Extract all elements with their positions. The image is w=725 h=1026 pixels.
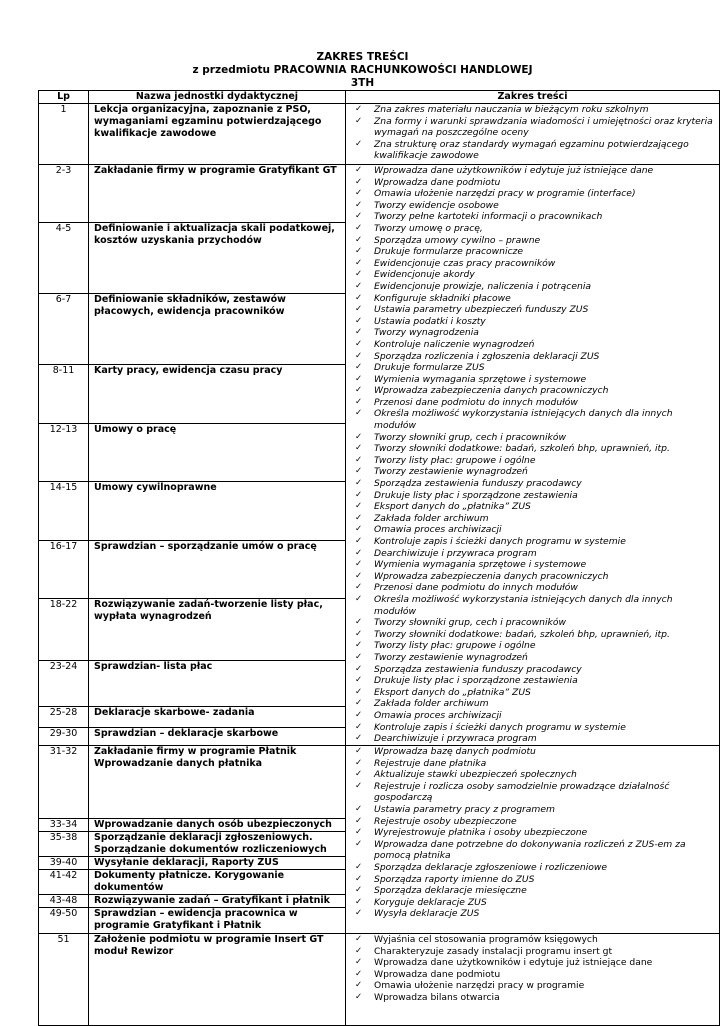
list-item-text: Ewidencjonuje czas pracy pracowników [374, 257, 556, 269]
list-item [346, 781, 719, 804]
list-item [346, 408, 719, 431]
list-item [346, 934, 719, 946]
header-zakres: Zakres treści [346, 91, 720, 104]
checkmark-icon: ✓ [355, 396, 363, 407]
list-item-text: Wprowadza dane potrzebne do dokonywania rozliczeń z ZUS-em za pomocą płatnika [374, 838, 686, 862]
checkmark-icon: ✓ [355, 257, 363, 268]
checkmark-icon: ✓ [355, 512, 363, 523]
list-item-text: Tworzy słowniki dodatkowe: badań, szkoleń bhp, uprawnień, itp. [374, 628, 670, 640]
lesson-name: Lekcja organizacyjna, zapoznanie z PSO, wymaganiami egzaminu potwierdzającego kwalifikacje zawodowe [89, 104, 346, 165]
checkmark-icon: ✓ [355, 524, 363, 535]
table-row [39, 104, 720, 165]
checkmark-icon: ✓ [355, 617, 363, 628]
content-cell [346, 165, 720, 746]
list-item-text: Wprowadza dane podmiotu [374, 176, 501, 188]
checkmark-icon: ✓ [355, 838, 363, 849]
list-item-text: Zna zakres materiału nauczania w bieżącym roku szkolnym [374, 104, 649, 115]
lesson-number: 12-13 [39, 424, 89, 482]
content-cell [346, 746, 720, 934]
checkmark-icon: ✓ [355, 222, 363, 233]
list-item-text: Wymienia wymagania sprzętowe i systemowe [374, 559, 587, 571]
list-item-text: Tworzy zestawienie wynagrodzeń [374, 651, 528, 663]
list-item-text: Rejestruje osoby ubezpieczone [374, 815, 517, 827]
checkmark-icon: ✓ [355, 663, 363, 674]
checkmark-icon: ✓ [355, 934, 363, 944]
checkmark-icon: ✓ [355, 501, 363, 512]
lesson-number: 31-32 [39, 746, 89, 819]
lesson-number: 14-15 [39, 482, 89, 541]
checkmark-icon: ✓ [355, 757, 363, 768]
list-item-text: Zakłada folder archiwum [374, 512, 489, 524]
list-item-text: Drukuje listy płac i sporządzone zestawienia [374, 489, 578, 501]
checkmark-icon: ✓ [355, 115, 363, 126]
list-item-text: Kontroluje naliczenie wynagrodzeń [374, 338, 535, 350]
checkmark-icon: ✓ [355, 698, 363, 709]
list-item-text: Wprowadza zabezpieczenia danych pracowniczych [374, 570, 609, 582]
list-item-text: Wprowadza bilans otwarcia [374, 991, 500, 1003]
checkmark-icon: ✓ [355, 570, 363, 581]
list-item [346, 374, 719, 386]
checkmark-icon: ✓ [355, 385, 363, 396]
list-item [346, 722, 719, 734]
checkmark-icon: ✓ [355, 803, 363, 814]
checkmark-icon: ✓ [355, 559, 363, 570]
list-item-text: Tworzy słowniki grup, cech i pracowników [374, 617, 567, 629]
list-item [346, 594, 719, 617]
list-item [346, 235, 719, 247]
lesson-number: 41-42 [39, 870, 89, 895]
list-item-text: Rejestruje dane płatnika [374, 757, 487, 769]
list-item [346, 675, 719, 687]
list-item-text: Zna formy i warunki sprawdzania wiadomości i umiejętności oraz kryteria wymagań na poszczególne oceny [374, 115, 713, 139]
checkmark-icon: ✓ [355, 489, 363, 500]
list-item [346, 327, 719, 339]
lesson-name: Definiowanie i aktualizacja skali podatkowej, kosztów uzyskania przychodów [89, 223, 346, 294]
checkmark-icon: ✓ [355, 269, 363, 280]
checkmark-icon: ✓ [355, 769, 363, 780]
list-item [346, 617, 719, 629]
list-item [346, 478, 719, 490]
list-item-text: Przenosi dane podmiotu do innych modułów [374, 582, 578, 594]
list-item [346, 223, 719, 235]
list-item [346, 957, 719, 969]
list-item-text: Sporządza umowy cywilno – prawne [374, 234, 541, 246]
list-item-text: Tworzy ewidencje osobowe [374, 199, 499, 211]
list-item-text: Wprowadza bazę danych podmiotu [374, 746, 536, 757]
checkmark-icon: ✓ [355, 431, 363, 442]
lesson-name: Sprawdzian – deklaracje skarbowe [89, 728, 346, 746]
lesson-name: Założenie podmiotu w programie Insert GT moduł Rewizor [89, 934, 346, 1026]
list-item [346, 513, 719, 525]
list-item [346, 548, 719, 560]
checkmark-icon: ✓ [355, 968, 363, 979]
list-item-text: Drukuje listy płac i sporządzone zestawienia [374, 675, 578, 687]
list-item-text: Tworzy słowniki dodatkowe: badań, szkoleń bhp, uprawnień, itp. [374, 443, 670, 455]
lesson-name: Dokumenty płatnicze. Korygowanie dokumentów [89, 870, 346, 895]
list-item [346, 165, 719, 177]
lesson-number: 4-5 [39, 223, 89, 294]
list-item [346, 652, 719, 664]
list-item-text: Zna strukturę oraz standardy wymagań egzaminu potwierdzającego kwalifikacje zawodowe [374, 138, 689, 162]
list-item-text: Tworzy zestawienie wynagrodzeń [374, 466, 528, 478]
list-item [346, 455, 719, 467]
checkmark-icon: ✓ [355, 628, 363, 639]
header-lp: Lp [39, 91, 89, 104]
list-item [346, 687, 719, 699]
checkmark-icon: ✓ [355, 861, 363, 872]
list-item [346, 188, 719, 200]
checkmark-icon: ✓ [355, 651, 363, 662]
lesson-number: 8-11 [39, 365, 89, 424]
lesson-number: 1 [39, 104, 89, 165]
list-item-text: Tworzy wynagrodzenia [374, 327, 479, 339]
checkmark-icon: ✓ [355, 593, 363, 604]
list-item [346, 862, 719, 874]
checkmark-icon: ✓ [355, 536, 363, 546]
lesson-name: Rozwiązywanie zadań-tworzenie listy płac, wypłata wynagrodzeń [89, 599, 346, 661]
list-item-text: Wymienia wymagania sprzętowe i systemowe [374, 373, 587, 385]
header-name: Nazwa jednostki dydaktycznej [89, 91, 346, 104]
lesson-name: Karty pracy, ewidencja czasu pracy [89, 365, 346, 424]
checkmark-icon: ✓ [355, 780, 363, 791]
list-item [346, 908, 719, 920]
table-header-row [39, 91, 720, 104]
document-subtitle: z przedmiotu PRACOWNIA RACHUNKOWOŚCI HANDLOWEJ [192, 64, 533, 76]
content-list [346, 746, 719, 920]
checkmark-icon: ✓ [355, 582, 363, 593]
list-item [346, 362, 719, 374]
content-list [346, 165, 719, 745]
list-item [346, 664, 719, 676]
list-item-text: Tworzy umowę o pracę, [374, 222, 483, 234]
lesson-number: 16-17 [39, 541, 89, 599]
checkmark-icon: ✓ [355, 327, 363, 338]
list-item [346, 385, 719, 397]
list-item [346, 211, 719, 223]
list-item [346, 351, 719, 363]
content-list [346, 104, 719, 162]
list-item-text: Ewidencjonuje prowizje, naliczenia i potrącenia [374, 280, 591, 292]
checkmark-icon: ✓ [355, 199, 363, 210]
list-item-text: Koryguje deklaracje ZUS [374, 896, 487, 908]
checkmark-icon: ✓ [355, 176, 363, 187]
checkmark-icon: ✓ [355, 957, 363, 968]
checkmark-icon: ✓ [355, 478, 363, 489]
list-item-text: Ustawia parametry pracy z programem [374, 803, 555, 815]
list-item [346, 139, 719, 162]
checkmark-icon: ✓ [355, 454, 363, 465]
checkmark-icon: ✓ [355, 675, 363, 686]
list-item [346, 246, 719, 258]
list-item [346, 466, 719, 478]
lesson-name: Zakładanie firmy w programie Płatnik Wprowadzanie danych płatnika [89, 746, 346, 819]
list-item [346, 258, 719, 270]
lesson-name: Sprawdzian – ewidencja pracownica w programie Gratyfikant i Płatnik [89, 908, 346, 934]
list-item-text: Kontroluje zapis i ścieżki danych programu w systemie [374, 721, 626, 733]
checkmark-icon: ✓ [355, 104, 363, 114]
lesson-name: Rozwiązywanie zadań – Gratyfikant i płatnik [89, 895, 346, 908]
list-item-text: Określa możliwość wykorzystania istniejących danych dla innych modułów [374, 408, 673, 432]
list-item [346, 839, 719, 862]
list-item-text: Wysyła deklaracje ZUS [374, 908, 480, 920]
table-row [39, 934, 720, 1026]
list-item [346, 710, 719, 722]
curriculum-table [38, 90, 720, 1026]
checkmark-icon: ✓ [355, 246, 363, 257]
list-item-text: Eksport danych do „płatnika” ZUS [374, 501, 531, 513]
checkmark-icon: ✓ [355, 466, 363, 477]
list-item [346, 733, 719, 745]
lesson-name: Umowy o pracę [89, 424, 346, 482]
list-item-text: Konfiguruje składniki płacowe [374, 292, 511, 304]
lesson-number: 23-24 [39, 661, 89, 707]
list-item-text: Tworzy listy płac: grupowe i ogólne [374, 454, 536, 466]
list-item-text: Tworzy słowniki grup, cech i pracowników [374, 431, 567, 443]
list-item-text: Rejestruje i rozlicza osoby samodzielnie prowadzące działalność gospodarczą [374, 780, 670, 804]
list-item [346, 746, 719, 758]
list-item-text: Wprowadza dane podmiotu [374, 968, 501, 980]
list-item [346, 104, 719, 116]
checkmark-icon: ✓ [355, 827, 363, 838]
list-item-text: Wyjaśnia cel stosowania programów księgowych [374, 934, 598, 945]
list-item-text: Sporządza zestawienia funduszy pracodawcy [374, 478, 582, 490]
checkmark-icon: ✓ [355, 165, 363, 175]
checkmark-icon: ✓ [355, 908, 363, 919]
list-item [346, 116, 719, 139]
list-item-text: Charakteryzuje zasady instalacji programu insert gt [374, 945, 613, 957]
list-item [346, 281, 719, 293]
lesson-number: 2-3 [39, 165, 89, 223]
lesson-name: Sprawdzian- lista płac [89, 661, 346, 707]
lesson-number: 51 [39, 934, 89, 1026]
list-item-text: Określa możliwość wykorzystania istniejących danych dla innych modułów [374, 593, 673, 617]
lesson-number: 6-7 [39, 294, 89, 365]
table-row [39, 165, 720, 223]
checkmark-icon: ✓ [355, 362, 363, 373]
checkmark-icon: ✓ [355, 547, 363, 558]
checkmark-icon: ✓ [355, 315, 363, 326]
lesson-number: 18-22 [39, 599, 89, 661]
checkmark-icon: ✓ [355, 188, 363, 199]
list-item [346, 969, 719, 981]
checkmark-icon: ✓ [355, 280, 363, 291]
list-item-text: Zakłada folder archiwum [374, 698, 489, 710]
list-item [346, 582, 719, 594]
lesson-name: Zakładanie firmy w programie Gratyfikant GT [89, 165, 346, 223]
checkmark-icon: ✓ [355, 896, 363, 907]
checkmark-icon: ✓ [355, 709, 363, 720]
list-item-text: Aktualizuje stawki ubezpieczeń społecznych [374, 769, 577, 781]
list-item [346, 269, 719, 281]
list-item-text: Wprowadza dane użytkowników i edytuje już istniejące dane [374, 957, 653, 969]
checkmark-icon: ✓ [355, 980, 363, 991]
lesson-number: 43-48 [39, 895, 89, 908]
list-item [346, 816, 719, 828]
list-item [346, 629, 719, 641]
list-item [346, 897, 719, 909]
checkmark-icon: ✓ [355, 292, 363, 303]
list-item-text: Wprowadza zabezpieczenia danych pracowniczych [374, 385, 609, 397]
lesson-number: 29-30 [39, 728, 89, 746]
checkmark-icon: ✓ [355, 815, 363, 826]
list-item-text: Ewidencjonuje akordy [374, 269, 475, 281]
list-item-text: Wyrejestrowuje płatnika i osoby ubezpieczone [374, 827, 588, 839]
list-item [346, 827, 719, 839]
list-item [346, 769, 719, 781]
list-item [346, 804, 719, 816]
list-item [346, 177, 719, 189]
list-item-text: Sporządza deklaracje zgłoszeniowe i rozliczeniowe [374, 861, 608, 873]
lesson-name: Umowy cywilnoprawne [89, 482, 346, 541]
checkmark-icon: ✓ [355, 640, 363, 651]
checkmark-icon: ✓ [355, 211, 363, 222]
class-label: 3TH [350, 77, 375, 89]
list-item-text: Omawia proces archiwizacji [374, 524, 502, 536]
list-item-text: Omawia ułożenie narzędzi pracy w programie [374, 980, 585, 992]
list-item-text: Kontroluje zapis i ścieżki danych programu w systemie [374, 536, 626, 547]
list-item-text: Sporządza deklaracje miesięczne [374, 885, 527, 897]
document-title-block [0, 51, 725, 90]
list-item [346, 339, 719, 351]
list-item [346, 200, 719, 212]
list-item [346, 490, 719, 502]
checkmark-icon: ✓ [355, 304, 363, 315]
checkmark-icon: ✓ [355, 945, 363, 956]
checkmark-icon: ✓ [355, 885, 363, 896]
list-item-text: Dearchiwizuje i przywraca program [374, 733, 537, 745]
checkmark-icon: ✓ [355, 733, 363, 744]
list-item [346, 571, 719, 583]
list-item [346, 293, 719, 305]
list-item [346, 501, 719, 513]
list-item-text: Sporządza zestawienia funduszy pracodawcy [374, 663, 582, 675]
list-item [346, 304, 719, 316]
content-cell [346, 934, 720, 1026]
lesson-name: Sprawdzian – sporządzanie umów o pracę [89, 541, 346, 599]
lesson-number: 25-28 [39, 707, 89, 728]
list-item-text: Tworzy listy płac: grupowe i ogólne [374, 640, 536, 652]
lesson-name: Wprowadzanie danych osób ubezpieczonych [89, 819, 346, 832]
list-item [346, 536, 719, 548]
list-item [346, 443, 719, 455]
list-item-text: Ustawia podatki i koszty [374, 315, 486, 327]
lesson-number: 49-50 [39, 908, 89, 934]
list-item-text: Dearchiwizuje i przywraca program [374, 547, 537, 559]
list-item-text: Przenosi dane podmiotu do innych modułów [374, 396, 578, 408]
list-item [346, 640, 719, 652]
list-item [346, 524, 719, 536]
list-item-text: Drukuje formularze pracownicze [374, 246, 524, 258]
table-row [39, 746, 720, 819]
content-cell [346, 104, 720, 165]
lesson-name: Wysyłanie deklaracji, Raporty ZUS [89, 857, 346, 870]
lesson-name: Deklaracje skarbowe- zadania [89, 707, 346, 728]
list-item-text: Omawia proces archiwizacji [374, 709, 502, 721]
checkmark-icon: ✓ [355, 746, 363, 756]
list-item-text: Eksport danych do „płatnika” ZUS [374, 686, 531, 698]
list-item-text: Tworzy pełne kartoteki informacji o pracownikach [374, 211, 603, 223]
list-item [346, 432, 719, 444]
list-item [346, 885, 719, 897]
checkmark-icon: ✓ [355, 373, 363, 384]
list-item [346, 758, 719, 770]
list-item-text: Wprowadza dane użytkowników i edytuje już istniejące dane [374, 165, 654, 176]
lesson-name: Definiowanie składników, zestawów płacowych, ewidencja pracowników [89, 294, 346, 365]
list-item [346, 874, 719, 886]
lesson-name: Sporządzanie deklaracji zgłoszeniowych. Sporządzanie dokumentów rozliczeniowych [89, 832, 346, 857]
list-item [346, 980, 719, 992]
checkmark-icon: ✓ [355, 721, 363, 732]
checkmark-icon: ✓ [355, 138, 363, 149]
list-item-text: Ustawia parametry ubezpieczeń funduszy ZUS [374, 304, 589, 316]
list-item-text: Sporządza rozliczenia i zgłoszenia deklaracji ZUS [374, 350, 600, 362]
checkmark-icon: ✓ [355, 991, 363, 1002]
list-item [346, 946, 719, 958]
document-title: ZAKRES TREŚCI [316, 51, 409, 63]
checkmark-icon: ✓ [355, 350, 363, 361]
checkmark-icon: ✓ [355, 873, 363, 884]
list-item-text: Sporządza raporty imienne do ZUS [374, 873, 535, 885]
list-item [346, 316, 719, 328]
list-item-text: Drukuje formularze ZUS [374, 362, 485, 374]
list-item [346, 397, 719, 409]
checkmark-icon: ✓ [355, 686, 363, 697]
lesson-number: 35-38 [39, 832, 89, 857]
list-item [346, 698, 719, 710]
checkmark-icon: ✓ [355, 408, 363, 419]
checkmark-icon: ✓ [355, 443, 363, 454]
content-list [346, 934, 719, 1004]
checkmark-icon: ✓ [355, 338, 363, 349]
lesson-number: 39-40 [39, 857, 89, 870]
list-item [346, 992, 719, 1004]
checkmark-icon: ✓ [355, 234, 363, 245]
list-item [346, 559, 719, 571]
lesson-number: 33-34 [39, 819, 89, 832]
list-item-text: Omawia ułożenie narzędzi pracy w programie (interface) [374, 188, 636, 200]
